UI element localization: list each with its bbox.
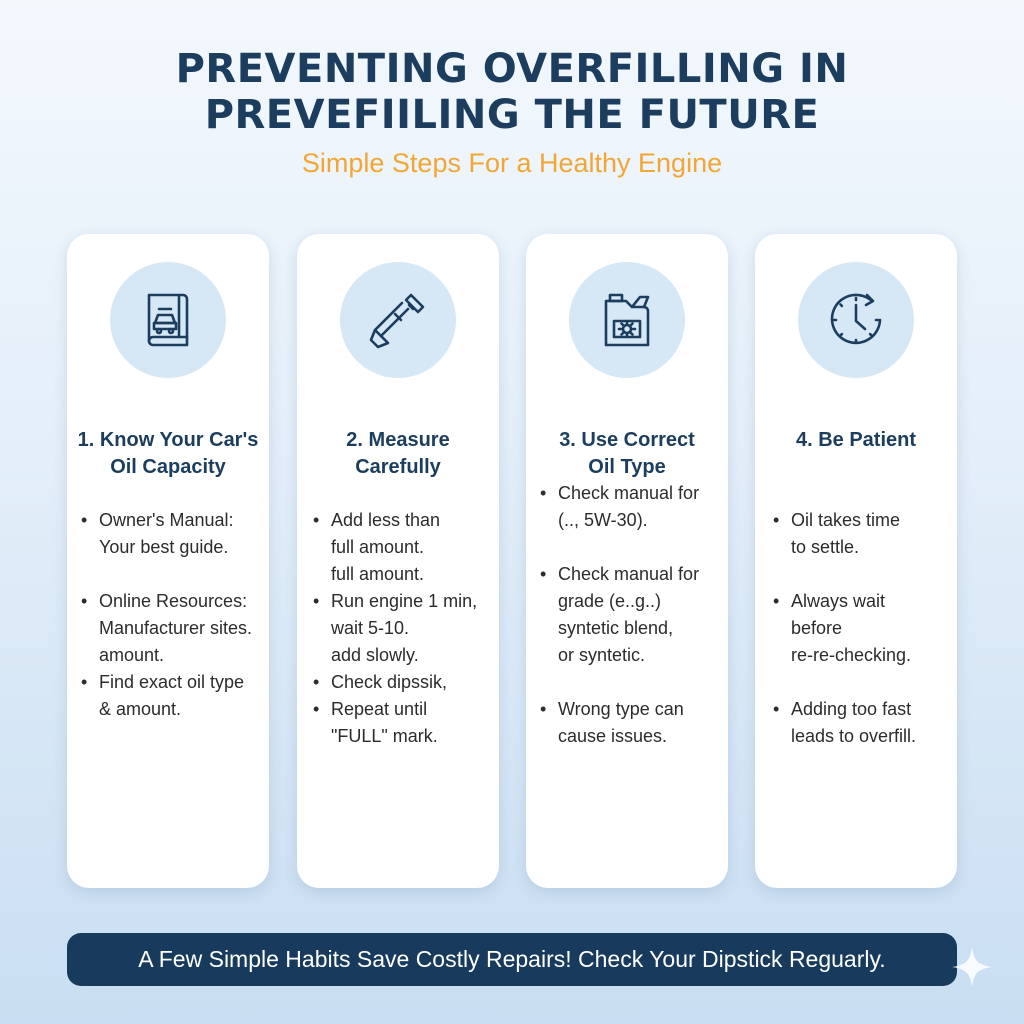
list-item [81,669,265,723]
bullet-text: wait 5-10. [331,618,410,638]
bullet-text: & amount. [99,699,182,719]
bullet-text: Your best guide. [99,537,229,557]
dipstick-icon [365,287,431,353]
step-card-4 [755,234,957,888]
list-item [773,588,957,669]
step-1-icon-circle [110,262,226,378]
list-item [773,507,957,561]
bullet-text: • Find exact oil type [99,672,245,692]
step-card-1 [67,234,269,888]
bullet-text: or syntetic. [558,645,646,665]
bullet-text: re-re-checking. [791,645,912,665]
step-4-heading [755,427,957,454]
list-item [540,480,724,534]
list-item [773,696,957,750]
bullet-text: • Repeat until [331,699,428,719]
clock-icon [823,287,889,353]
car-manual-icon [135,287,201,353]
list-item [313,669,497,696]
step-1-heading-line: 1. Know Your Car's [77,429,259,451]
step-4-bullet-list [773,507,957,750]
list-item [81,588,265,669]
step-card-2 [297,234,499,888]
step-3-heading-line: Oil Type [588,456,666,478]
bullet-text: • Owner's Manual: [99,510,234,530]
footer-banner: A Few Simple Habits Save Costly Repairs! Check Your Dipstick Reguarly. [67,933,957,986]
page-title-line-1: PREVENTING OVERFILLING IN [175,46,849,92]
list-item [313,507,497,588]
page-title [0,46,1024,138]
bullet-text: cause issues. [558,726,668,746]
step-4-icon-circle [798,262,914,378]
step-3-icon-circle [569,262,685,378]
bullet-text: amount. [99,645,165,665]
bullet-text: • Adding too fast [791,699,912,719]
bullet-text: • Check manual for [558,564,700,584]
step-card-3 [526,234,728,888]
page-subtitle: Simple Steps For a Healthy Engine [301,148,723,178]
sparkle-icon [950,945,994,989]
list-item [540,561,724,669]
list-item [313,696,497,750]
bullet-text: • Wrong type can [558,699,684,719]
bullet-text: • Online Resources: [99,591,248,611]
step-1-heading-line: Oil Capacity [110,456,226,478]
step-2-heading [297,427,499,481]
step-2-heading-line: Carefully [355,456,441,478]
step-1-heading [67,427,269,481]
bullet-text: add slowly. [331,645,419,665]
bullet-text: • Add less than [331,510,441,530]
bullet-text: to settle. [791,537,860,557]
oil-container-gear-icon [594,287,660,353]
list-item [81,507,265,561]
bullet-text: • Check manual for [558,483,700,503]
bullet-text: • Run engine 1 min, [331,591,478,611]
list-item [313,588,497,669]
step-2-bullet-list [313,507,497,750]
step-4-heading-line: 4. Be Patient [795,429,917,451]
bullet-text: full amount. [331,564,425,584]
step-1-bullet-list [81,507,265,723]
bullet-text: "FULL" mark. [331,726,438,746]
bullet-text: • Always wait [791,591,886,611]
step-2-icon-circle [340,262,456,378]
bullet-text: syntetic blend, [558,618,674,638]
step-3-bullet-list [540,480,724,750]
step-3-heading-line: 3. Use Correct [559,429,695,451]
bullet-text: grade (e..g..) [558,591,662,611]
bullet-text: before [791,618,843,638]
page-title-line-2: PREVEFIILING THE FUTURE [204,92,820,138]
bullet-text: • Check dipssik, [331,672,448,692]
bullet-text: full amount. [331,537,425,557]
bullet-text: • Oil takes time [791,510,901,530]
step-2-heading-line: 2. Measure [346,429,450,451]
bullet-text: (.., 5W-30). [558,510,648,530]
step-3-heading [526,427,728,481]
bullet-text: leads to overfill. [791,726,917,746]
list-item [540,696,724,750]
bullet-text: Manufacturer sites. [99,618,253,638]
